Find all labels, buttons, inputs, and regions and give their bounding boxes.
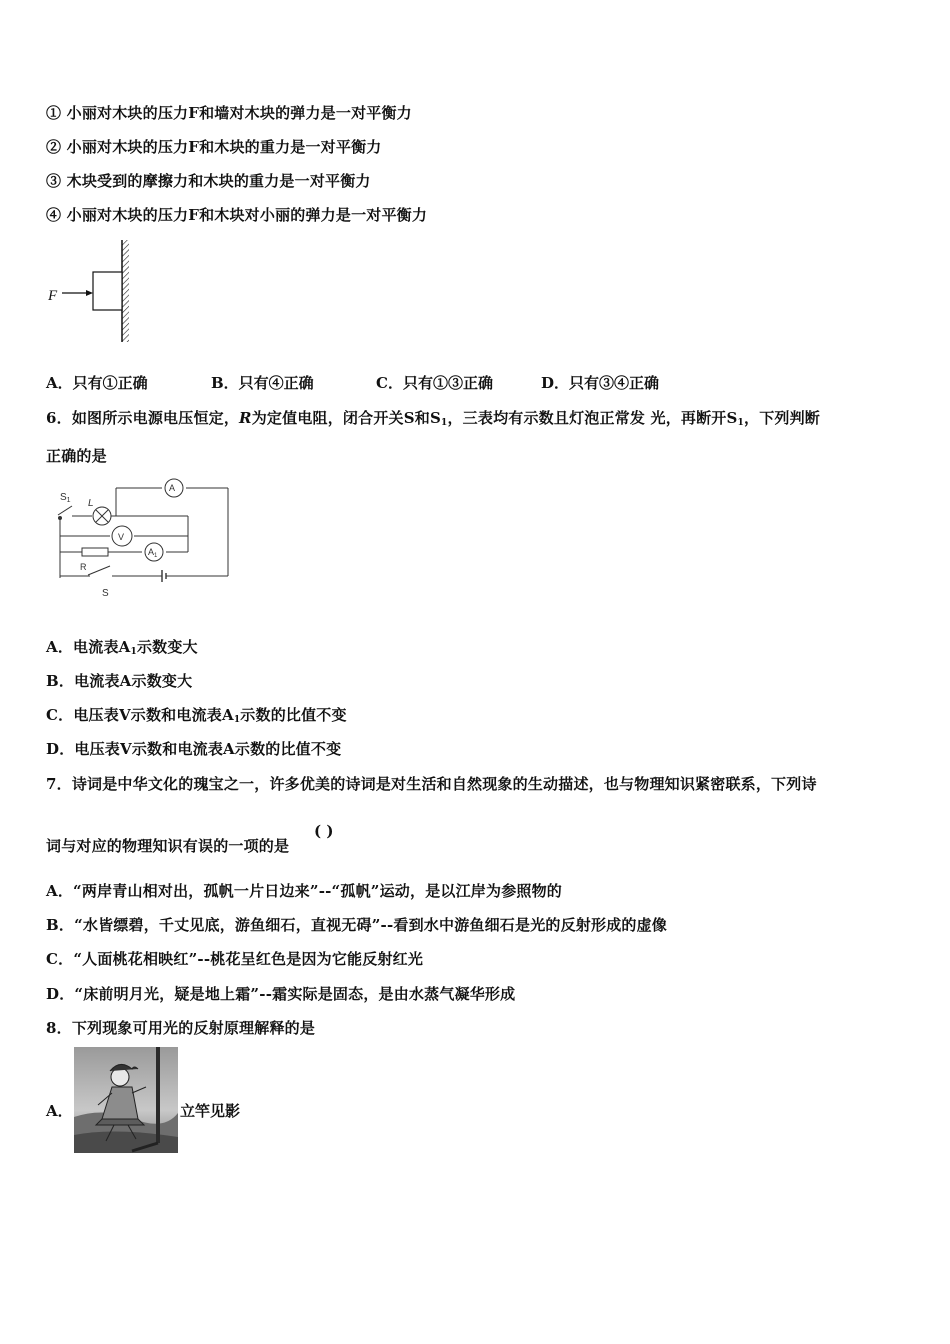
wood-block [93, 272, 122, 310]
lamp-label: L [88, 498, 94, 509]
q7-stem-line1: 7．诗词是中华文化的瑰宝之一，许多优美的诗词是对生活和自然现象的生动描述，也与物理知识紧密联系，下列诗 [46, 775, 817, 793]
ammeter-a1-label: $A_1$ [148, 547, 158, 559]
ammeter-a-label: A [169, 483, 176, 493]
q5-force-figure [44, 238, 144, 348]
q7-option-d[interactable]: D．“床前明月光，疑是地上霜”--霜实际是固态，是由水蒸气凝华形成 [46, 985, 516, 1003]
q6-option-d[interactable]: D．电压表V示数和电流表A示数的比值不变 [46, 740, 342, 758]
q6-option-b[interactable]: B．电流表A示数变大 [46, 672, 193, 690]
q6-option-a[interactable]: A．电流表$A_1$示数变大 [46, 638, 198, 657]
force-label: F [48, 288, 58, 304]
q7-option-b[interactable]: B．“水皆缥碧，千丈见底，游鱼细石，直视无碍”--看到水中游鱼细石是光的反射形成的虚像 [46, 916, 667, 934]
q5-option-c[interactable]: C．只有①③正确 [376, 374, 493, 392]
battery-symbol [162, 570, 166, 582]
pole [156, 1047, 160, 1143]
q6-stem-line1: 6．如图所示电源电压恒定，R为定值电阻，闭合开关S和$S_1$，三表均有示数且灯泡正常发 光，再断开$S_1$，下列判断 [46, 409, 821, 428]
force-arrow-head [86, 290, 93, 296]
q8-option-a-image [74, 1047, 178, 1153]
resistor-label: R [80, 562, 87, 572]
resistor-box [82, 548, 108, 556]
wall-hatch [122, 240, 129, 342]
q8-stem: 8．下列现象可用光的反射原理解释的是 [46, 1019, 316, 1037]
q7-stem-line2: 词与对应的物理知识有误的一项的是 [46, 837, 290, 855]
q5-statement-4: ④ 小丽对木块的压力F和木块对小丽的弹力是一对平衡力 [46, 206, 428, 224]
q5-statement-1: ① 小丽对木块的压力F和墙对木块的弹力是一对平衡力 [46, 104, 412, 122]
q5-option-a[interactable]: A．只有①正确 [46, 374, 148, 392]
q5-statement-3: ③ 木块受到的摩擦力和木块的重力是一对平衡力 [46, 172, 371, 190]
switch-s1-label: $S_1$ [60, 492, 71, 504]
q7-answer-blank: ( ) [314, 822, 334, 840]
q7-option-a[interactable]: A．“两岸青山相对出，孤帆一片日边来”--“孤帆”运动，是以江岸为参照物的 [46, 882, 563, 900]
q6-stem-line2: 正确的是 [46, 447, 107, 465]
q8-option-a-text[interactable]: 立竿见影 [180, 1102, 241, 1120]
q6-option-c[interactable]: C．电压表V示数和电流表$A_1$示数的比值不变 [46, 706, 347, 725]
q5-option-d[interactable]: D．只有③④正确 [541, 374, 660, 392]
q7-option-c[interactable]: C．“人面桃花相映红”--桃花呈红色是因为它能反射红光 [46, 950, 424, 968]
q8-option-a-label[interactable]: A． [46, 1102, 73, 1120]
voltmeter-label: V [118, 532, 125, 542]
q5-option-b[interactable]: B．只有④正确 [211, 374, 314, 392]
switch-s-label: S [102, 588, 109, 599]
resistor-symbol: R [239, 409, 252, 427]
q6-circuit-diagram [50, 478, 250, 603]
lamp-symbol [93, 507, 111, 525]
q5-statement-2: ② 小丽对木块的压力F和木块的重力是一对平衡力 [46, 138, 382, 156]
